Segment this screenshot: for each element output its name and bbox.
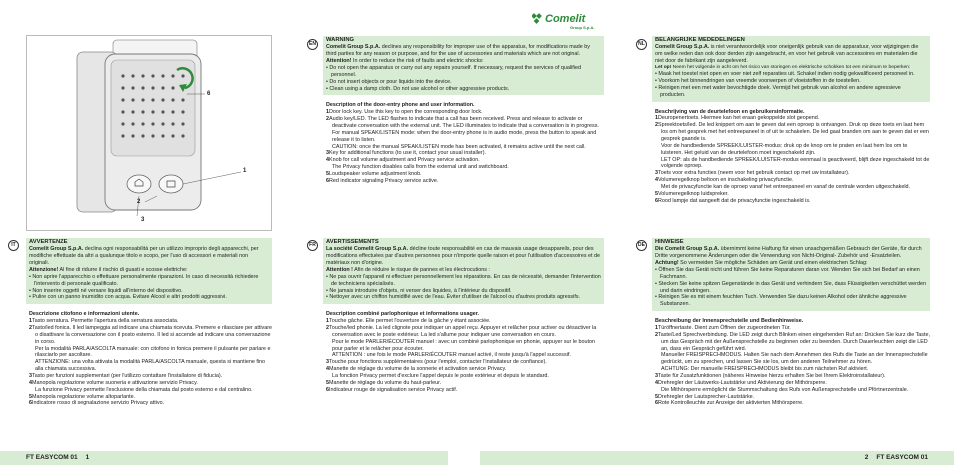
warning-title: AVERTISSEMENTS <box>326 239 379 245</box>
warning-attention: Attention! In order to reduce the risk of faults and electric shocks: <box>326 58 484 65</box>
warning-bullet: • Do not insert objects or pour liquids into the device. <box>326 78 452 85</box>
list-item: 4Manette de réglage du volume de la sonnerie et activation service Privacy. <box>326 366 507 373</box>
section-it <box>26 238 272 407</box>
callout-1: 1 <box>243 168 247 174</box>
page-number: 1 <box>85 453 90 461</box>
warning-intro: Die Comelit Group S.p.A. übernimmt keine Haftung für einen unsachgemäßen Gebrauch der Geräte, für durch Dritte vorgenommene Änderungen oder die Verwendung von Nicht-Original- Zubehör und -Ersatzteilen. <box>655 246 922 260</box>
warning-title: AVVERTENZE <box>29 239 68 245</box>
list-item: 3Key for additional functions (to use it, contact your usual installer). <box>326 150 487 157</box>
list-item: 2Audio key/LED. The LED flashes to indicate that a call has been received. Press and release to activate or deactivate conversation with the external unit. The LED illuminates to indicate that a conversation is in progress. <box>326 116 599 129</box>
list-item: 3Tasto per funzioni supplementari (per l'utilizzo contattare l'installatore di fiducia). <box>29 372 223 379</box>
warning-box-en <box>323 36 604 95</box>
list-item: 6Rood lampje dat aangeeft dat de privacyfunctie ingeschakeld is. <box>655 197 811 204</box>
list-item: 6Indicatore rosso di segnalazione servizio Privacy attivo. <box>29 400 165 407</box>
list-item: 6Indicateur rouge de signalisation service Privacy actif. <box>326 386 458 393</box>
warning-intro: Comelit Group S.p.A. declina ogni responsabilità per un utilizzo improprio degli apparecchi, per modifiche effettuate da altri a qualunque titolo e scopo, per l'uso di accessori e materiali non originali. <box>29 246 259 267</box>
svg-text:Group S.p.A.: Group S.p.A. <box>570 25 595 30</box>
warning-attention: Attention ! Afin de réduire le risque de pannes et les électrocutions : <box>326 266 490 273</box>
list-item: ATTENZIONE: una volta attivata la modalità PARLA/ASCOLTA manuale, questa si mantiene fino alla chiamata successiva. <box>35 359 266 373</box>
list-item: Manueller FREISPRECHMODUS. Halten Sie nach dem Annehmen des Rufs die Taste an der Innensprechstelle gedrückt, um zu sprechen, und lassen Sie sie los, um den anderen Teilnehmer zu hören. <box>661 352 928 366</box>
description-title: Descrizione citofono e informazioni utente. <box>29 311 140 318</box>
comelit-logo <box>532 11 597 31</box>
callout-2: 2 <box>137 199 141 205</box>
list-item: 4Volumeregelknop beltoon en inschakeling privacyfunctie. <box>655 177 794 184</box>
warning-title: WARNING <box>326 37 355 43</box>
warning-bullet: • Clean using a damp cloth. Do not use alcohol or other aggressive products. <box>326 85 510 92</box>
list-item: 1Türöffnertaste. Dient zum Öffnen der zugeordneten Tür. <box>655 324 791 331</box>
list-item: 4Drehregler der Läutwerks-Lautstärke und Aktivierung der Mithörsperre. <box>655 379 827 386</box>
list-item: La funzione Privacy permette l'esclusione della chiamata dal posto esterno e dal centralino. <box>35 386 253 393</box>
warning-box-it <box>26 238 272 304</box>
list-item: La fonction Privacy permet d'exclure l'appel depuis le poste extérieur et depuis le standard. <box>332 372 549 379</box>
description-list <box>26 318 272 407</box>
warning-bullet: • Ne jamais introduire d'objets, ni verser des liquides, à l'intérieur du dispositif. <box>326 287 512 294</box>
list-item: 6Red indicator signaling Privacy service active. <box>326 177 439 184</box>
warning-intro: Comelit Group S.p.A. is niet verantwoordelijk voor oneigenlijk gebruik van de apparatuur, voor wijzigingen die om welke reden dan ook door derden zijn aangebracht, en voor het gebruik van accessoires en materialen die niet door de fabrikant zijn aangeleverd. <box>655 44 919 65</box>
description-title: Description combiné parlophonique et informations usager. <box>326 311 480 318</box>
section-fr <box>323 238 604 394</box>
list-item: 1Deuropenertoets. Hiermee kan het eraan gekoppelde slot geopend. <box>655 115 820 122</box>
warning-bullet: • Öffnen Sie das Gerät nicht und führen Sie keine Reparaturen daran vor. Wenden Sie sich bei Bedarf an einen Fachmann. <box>655 266 920 280</box>
list-item: 3Taste für Zusatzfunktionen (näheres Hinweise hierzu erhalten Sie bei Ihrem Elektroinstallateur). <box>655 372 886 379</box>
warning-intro: Comelit Group S.p.A. declines any responsibility for improper use of the apparatus, for modifications made by third parties for any reason or purpose, and for the use of accessories and materials which are not original. <box>326 44 590 58</box>
list-item: 5Manette de réglage du volume du haut-parleur. <box>326 379 442 386</box>
list-item: The Privacy function disables calls from the external unit and switchboard. <box>332 164 509 171</box>
list-item: 5Volumeregelknop luidspreker. <box>655 190 729 197</box>
list-item: Per la modalità PARLA/ASCOLTA manuale: con citofono in fonica premere il pulsante per parlare e rilasciarlo per ascoltare. <box>35 345 271 359</box>
lang-badge-en: EN <box>307 39 318 50</box>
list-item: 6Rote Kontrolleuchte zur Anzeige der aktivierten Mithörsperre. <box>655 400 804 407</box>
list-item: 2Spreektoets/led. De led knippert om aan te geven dat een oproep is ontvangen. Druk op deze toets en laat hem los om het gesprek met het entreepaneel in of uit te schakelen. De led gaat branden om aan te geven dat er een gesprek gaande is. <box>655 122 929 143</box>
description-list <box>652 115 930 204</box>
warning-title: BELANGRIJKE MEDEDELINGEN <box>655 37 745 43</box>
list-item: 2Tasto/led fonica. Il led lampeggia ad indicare una chiamata ricevuta. Premere e rilasciare per attivare o disattivare la conversazione con il posto esterno. Il led si accende ad indicare una conversazione in corso. <box>29 324 273 345</box>
warning-box-fr <box>323 238 604 304</box>
warning-bullet: • Do not open the apparatus or carry out any repairs yourself. If necessary, request the services of qualified personnel. <box>326 64 581 78</box>
description-list <box>652 325 930 407</box>
description-title: Beschrijving van de deurtelefoon en gebruikersinformatie. <box>655 108 805 115</box>
warning-bullet: • Reinigen met een met water bevochtigde doek. Vermijd het gebruik van alcohol en andere agressieve producten. <box>655 84 901 98</box>
warning-box-nl <box>652 36 930 102</box>
svg-text:Comelit: Comelit <box>545 13 586 25</box>
list-item: 1Touche gâche. Elle permet l'ouverture de la gâche y étant associée. <box>326 318 491 325</box>
list-item: 1Tasto serratura. Permette l'apertura della serratura associata. <box>29 318 179 325</box>
list-item: 2Taste/Led Sprechverbindung. Die LED zeigt durch Blinken einen eingehenden Ruf an: Drücken Sie kurz die Taste, um das Gespräch mit der Außensprechstelle zu beginnen oder zu beenden. Durch Dauerleuchten zeigt die LED an, dass ein Gespräch geführt wird. <box>655 331 930 352</box>
callout-6: 6 <box>207 91 211 97</box>
list-item: ACHTUNG: Der manuelle FREISPRECHMODUS bleibt bis zum nächsten Ruf aktiviert. <box>661 366 869 373</box>
description-list <box>323 109 604 184</box>
list-item: 5Loudspeaker volume adjustment knob. <box>326 170 422 177</box>
warning-bullet: • Voorkom het binnendringen van vreemde voorwerpen of vloeistoffen in de toestellen. <box>655 78 861 85</box>
warning-intro: La société Comelit Group S.p.A. décline toute responsabilité en cas de mauvais usage desappareils, pour des modifications effectuées par d'autres personnes pour n'importe quelle raison et pour l'utilisation d'accessoires et de matériaux non d'origine. <box>326 246 601 267</box>
description-title: Beschreibung der Innensprechstelle und Bedienhinweise. <box>655 318 804 325</box>
warning-bullet: • Non inserire oggetti né versare liquidi all'interno del dispositivo. <box>29 287 183 294</box>
list-item: 1Door lock key. Use this key to open the corresponding door lock. <box>326 109 483 116</box>
warning-bullet: • Pulire con un panno inumidito con acqua. Evitare Alcool e altri prodotti aggressivi. <box>29 294 227 301</box>
list-item: 3Touche pour fonctions supplémentaires (pour l'emploi, contacter l'installateur de confiance). <box>326 359 547 366</box>
description-list <box>323 318 604 393</box>
warning-bullet: • Ne pas ouvrir l'appareil ni effectuer personnellement les réparations. En cas de nécessité, demander l'intervention de techniciens spécialisés. <box>326 273 601 287</box>
lang-badge-nl: NL <box>636 39 647 50</box>
list-item: 2Touche/led phonie. La led clignote pour indiquer un appel reçu. Appuyer et relâcher pour activer ou désactiver la conversation avec le poste extérieur. La led s'allume pour indiquer une conversation en cours. <box>326 324 597 338</box>
footer-right <box>480 451 954 465</box>
intercom-illustration <box>26 35 272 231</box>
list-item: Met de privacyfunctie kan de oproep vanaf het entreepaneel en vanaf de centrale worden uitgeschakeld. <box>661 184 911 191</box>
warning-box-de <box>652 238 930 311</box>
section-de <box>652 238 930 407</box>
list-item: 4Knob for call volume adjustment and Privacy service activation. <box>326 157 480 164</box>
list-item: 5Manopola regolazione volume altoparlante. <box>29 393 136 400</box>
list-item: Pour le mode PARLER/ÉCOUTER manuel : avec un combiné parlophonique en phonie, appuyer sur le bouton pour parler et le relâcher pour écouter. <box>332 338 595 352</box>
page-number: 2 <box>864 453 869 461</box>
list-item: Die Mithörsperre ermöglicht die Stummschaltung des Rufs von Außensprechstelle und Pförtnerzentrale. <box>661 386 909 393</box>
lang-badge-it: IT <box>8 240 19 251</box>
list-item: 5Drehregler der Lautsprecher-Lautstärke. <box>655 393 755 400</box>
warning-attention: Attenzione! Al fine di ridurre il rischio di guasti e scosse elettriche: <box>29 266 188 273</box>
warning-attention: Let op! Neem het volgende in acht om het risico van storingen en elektrische schokken tot een minimum te beperken: <box>655 64 911 70</box>
warning-bullet: • Maak het toestel niet open en voer niet zelf reparaties uit. Schakel indien nodig gekwalificeerd personeel in. <box>655 71 915 78</box>
list-item: LET OP: als de handbediende SPREEK/LUISTER-modus eenmaal is geactiveerd, blijft deze ingeschakeld tot de volgende oproep. <box>661 156 930 170</box>
warning-bullet: • Non aprire l'apparecchio o effettuare personalmente riparazioni. In caso di necessità richiedere l'intervento di personale qualificato. <box>29 273 259 287</box>
list-item: ATTENTION : une fois le mode PARLER/ÉCOUTER manuel activé, il reste jusqu'à l'appel successif. <box>332 352 571 359</box>
warning-title: HINWEISE <box>655 239 684 245</box>
list-item: 3Toets voor extra functies (neem voor het gebruik contact op met uw installateur). <box>655 170 850 177</box>
warning-bullet: • Stecken Sie keine spitzen Gegenstände in das Gerät und verhindern Sie, dass Flüssigkeiten verschüttet werden und darin eindringen. <box>655 280 926 294</box>
warning-bullet: • Reinigen Sie es mit einem feuchten Tuch. Verwenden Sie dazu keinen Alkohol oder ähnliche aggressive Substanzen. <box>655 294 907 308</box>
footer-left <box>0 451 448 465</box>
section-nl <box>652 36 930 205</box>
list-item: Voor de handbediende SPREEK/LUISTER-modus: druk op de knop om te praten en laat hem los om te luisteren. Het geluid van de deurtelefoon moet ingeschakeld zijn. <box>661 142 908 156</box>
footer-doc-code: FT EASYCOM 01 <box>876 453 928 461</box>
footer-doc-code: FT EASYCOM 01 <box>26 453 78 461</box>
warning-bullet: • Nettoyer avec un chiffon humidifié avec de l'eau. Éviter d'utiliser de l'alcool ou d'autres produits agressifs. <box>326 294 581 301</box>
lang-badge-de: DE <box>636 240 647 251</box>
callout-3: 3 <box>141 217 145 223</box>
lang-badge-fr: FR <box>307 240 318 251</box>
section-en <box>323 36 604 185</box>
list-item: CAUTION: once the manual SPEAK/LISTEN mode has been activated, it remains active until the next call. <box>332 143 586 150</box>
list-item: 4Manopola regolazione volume suoneria e attivazione servizio Privacy. <box>29 379 198 386</box>
warning-attention: Achtung! So vermeiden Sie mögliche Schäden am Gerät und einen elektrischen Schlag: <box>655 260 868 267</box>
description-title: Description of the door-entry phone and user information. <box>326 102 475 109</box>
list-item: For manual SPEAK/LISTEN mode: when the door-entry phone is in audio mode, press the button to speak and release it to listen. <box>332 129 597 143</box>
